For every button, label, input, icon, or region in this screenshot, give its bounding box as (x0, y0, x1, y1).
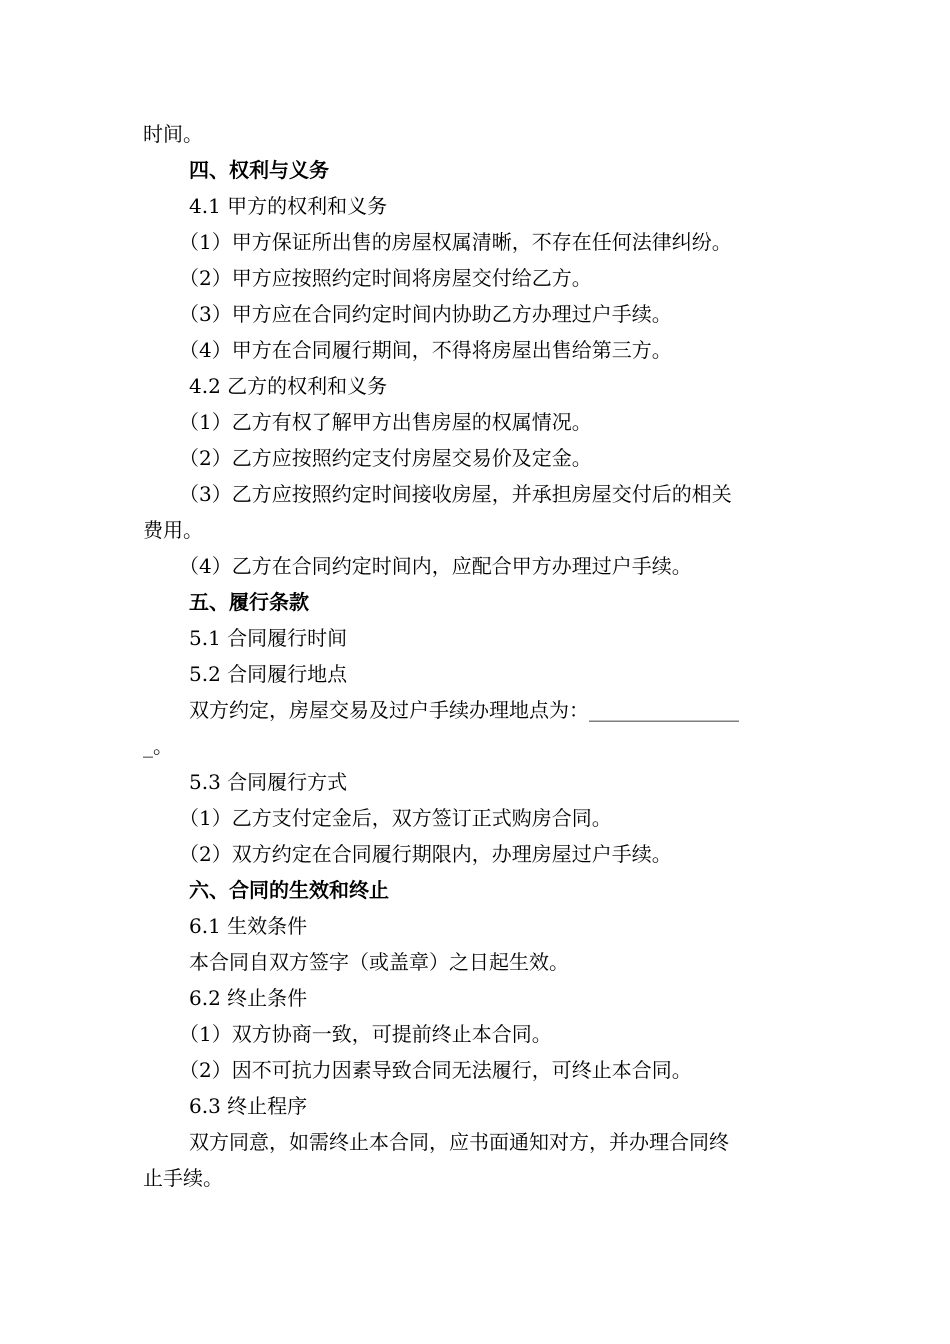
list-item: （2）乙方应按照约定支付房屋交易价及定金。 (179, 446, 592, 470)
paragraph-line: 双方同意，如需终止本合同，应书面通知对方，并办理合同终 (189, 1130, 729, 1154)
subsection-heading: 5.2 合同履行地点 (189, 662, 348, 686)
list-item: （1）乙方支付定金后，双方签订正式购房合同。 (179, 806, 612, 830)
section-heading: 六、合同的生效和终止 (189, 878, 389, 902)
paragraph-line: 本合同自双方签字（或盖章）之日起生效。 (189, 950, 569, 974)
paragraph-line: 费用。 (143, 518, 203, 542)
list-item: （1）乙方有权了解甲方出售房屋的权属情况。 (179, 410, 592, 434)
list-item: （3）乙方应按照约定时间接收房屋，并承担房屋交付后的相关 (179, 482, 732, 506)
paragraph-line: 止手续。 (143, 1166, 223, 1190)
section-heading: 五、履行条款 (189, 590, 309, 614)
list-item: （2）双方约定在合同履行期限内，办理房屋过户手续。 (179, 842, 672, 866)
document-body (143, 116, 808, 1196)
subsection-heading: 5.1 合同履行时间 (189, 626, 348, 650)
list-item: （4）乙方在合同约定时间内，应配合甲方办理过户手续。 (179, 554, 692, 578)
list-item: （1）甲方保证所出售的房屋权属清晰，不存在任何法律纠纷。 (179, 230, 732, 254)
list-item: （2）因不可抗力因素导致合同无法履行，可终止本合同。 (179, 1058, 692, 1082)
subsection-heading: 4.2 乙方的权利和义务 (189, 374, 388, 398)
paragraph-line: 时间。 (143, 122, 203, 146)
subsection-heading: 6.2 终止条件 (189, 986, 308, 1010)
list-item: （3）甲方应在合同约定时间内协助乙方办理过户手续。 (179, 302, 672, 326)
list-item: （1）双方协商一致，可提前终止本合同。 (179, 1022, 552, 1046)
subsection-heading: 4.1 甲方的权利和义务 (189, 194, 388, 218)
subsection-heading: 5.3 合同履行方式 (189, 770, 348, 794)
subsection-heading: 6.3 终止程序 (189, 1094, 308, 1118)
subsection-heading: 6.1 生效条件 (189, 914, 308, 938)
section-heading: 四、权利与义务 (189, 158, 329, 182)
paragraph-line: _。 (143, 734, 173, 758)
list-item: （4）甲方在合同履行期间，不得将房屋出售给第三方。 (179, 338, 672, 362)
list-item: （2）甲方应按照约定时间将房屋交付给乙方。 (179, 266, 592, 290)
paragraph-line: 双方约定，房屋交易及过户手续办理地点为：_______________ (189, 698, 739, 722)
